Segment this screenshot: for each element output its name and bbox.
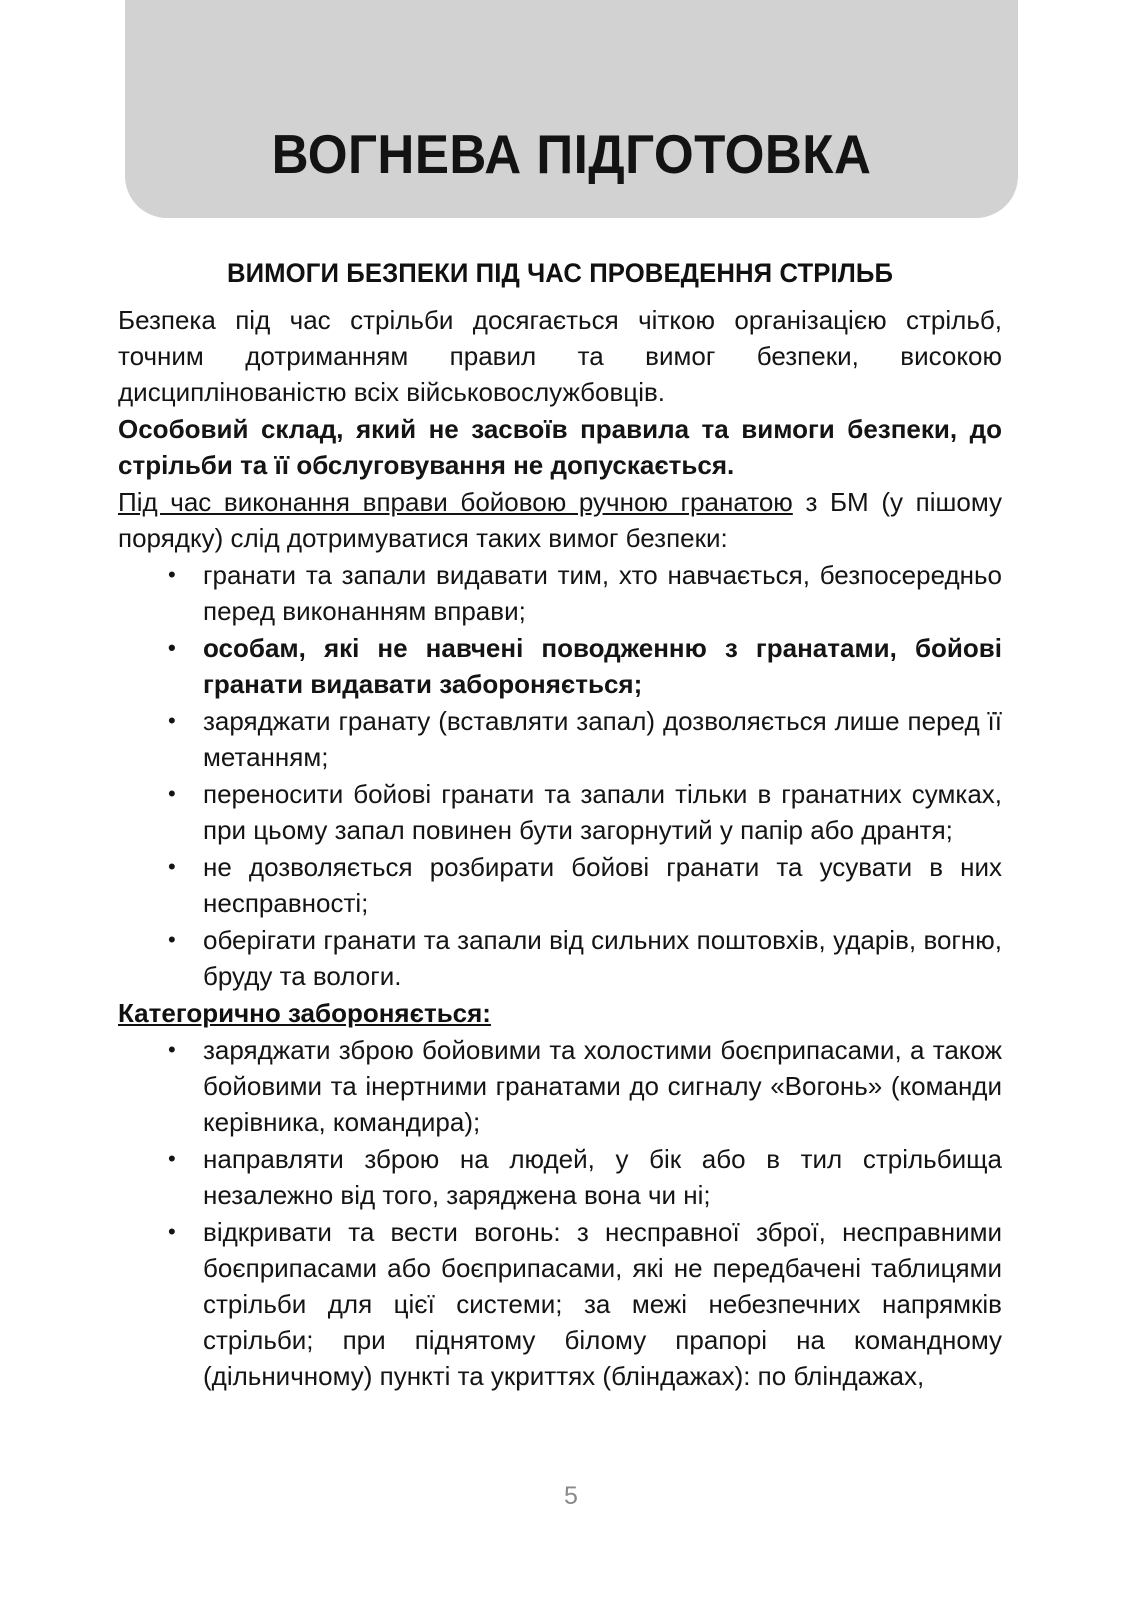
chapter-title: ВОГНЕВА ПІДГОТОВКА [271,123,872,185]
prohibitions-list [118,1032,1002,1394]
chapter-banner [125,0,1018,218]
list-item-text: гранати та запали видавати тим, хто навчається, безпосередньо перед виконанням вправи; [203,559,1002,626]
bullet-icon: • [168,853,176,879]
bullet-icon: • [168,1036,176,1062]
bold-warning-paragraph: Особовий склад, який не засвоїв правила та вимоги безпеки, до стрільби та її обслуговування не допускається. [118,413,1002,480]
list-item [118,776,1002,848]
list-item-text: заряджати зброю бойовими та холостими боєприпасами, а також бойовими та інертними гранатами до сигналу «Вогонь» (команди керівника, командира); [203,1034,1002,1137]
list-item-text: відкривати та вести вогонь: з несправної зброї, несправними боєприпасами або боєприпасами, які не передбачені таблицями стрільби для цієї системи; за межі небезпечних напрямків стрільби; при піднятому білому прапорі на командному (дільничному) пункті та укриттях (бліндажах): по бліндажах, [203,1216,1002,1391]
bullet-icon: • [168,1218,176,1244]
list-item [118,1032,1002,1140]
bullet-icon: • [168,926,176,952]
page-content [118,258,1002,1395]
prohibitions-sub-heading [118,995,1002,1031]
list-item [118,922,1002,994]
list-item-text: направляти зброю на людей, у бік або в тил стрільбища незалежно від того, заряджена вона чи ні; [203,1143,1002,1210]
bullet-icon: • [168,561,176,587]
bullet-icon: • [168,1145,176,1171]
safety-requirements-list [118,557,1002,994]
lead-in-paragraph [118,484,1002,556]
list-item [118,557,1002,629]
bullet-icon: • [168,780,176,806]
lead-in-rest-text: з БМ (у пішому порядку) слід дотримуватися таких вимог безпеки: [118,486,1003,553]
page-number: 5 [564,1482,578,1510]
list-item-text: оберігати гранати та запали від сильних поштовхів, ударів, вогню, бруду та вологи. [203,924,1002,991]
bullet-icon: • [168,634,176,660]
intro-paragraph: Безпека під час стрільби досягається чіткою організацією стрільб, точним дотриманням правил та вимог безпеки, високою дисциплінованістю всіх військовослужбовців. [118,304,1002,407]
bullet-icon: • [168,707,176,733]
list-item [118,1214,1002,1394]
list-item-text: особам, які не навчені поводженню з гранатами, бойові гранати видавати забороняється; [203,632,1002,699]
list-item [118,1141,1002,1213]
prohibitions-sub-heading-text: Категорично забороняється: [118,997,491,1028]
list-item-text: не дозволяється розбирати бойові гранати та усувати в них несправності; [203,851,1002,918]
section-heading: ВИМОГИ БЕЗПЕКИ ПІД ЧАС ПРОВЕДЕННЯ СТРІЛЬБ [226,258,894,288]
list-item [118,703,1002,775]
list-item-text: заряджати гранату (вставляти запал) дозволяється лише перед її метанням; [203,705,1002,772]
lead-in-underlined-text: Під час виконання вправи бойовою ручною гранатою [118,486,793,517]
list-item [118,849,1002,921]
list-item-text: переносити бойові гранати та запали тільки в гранатних сумках, при цьому запал повинен бути загорнутий у папір або дрантя; [203,778,1002,845]
list-item [118,630,1002,702]
